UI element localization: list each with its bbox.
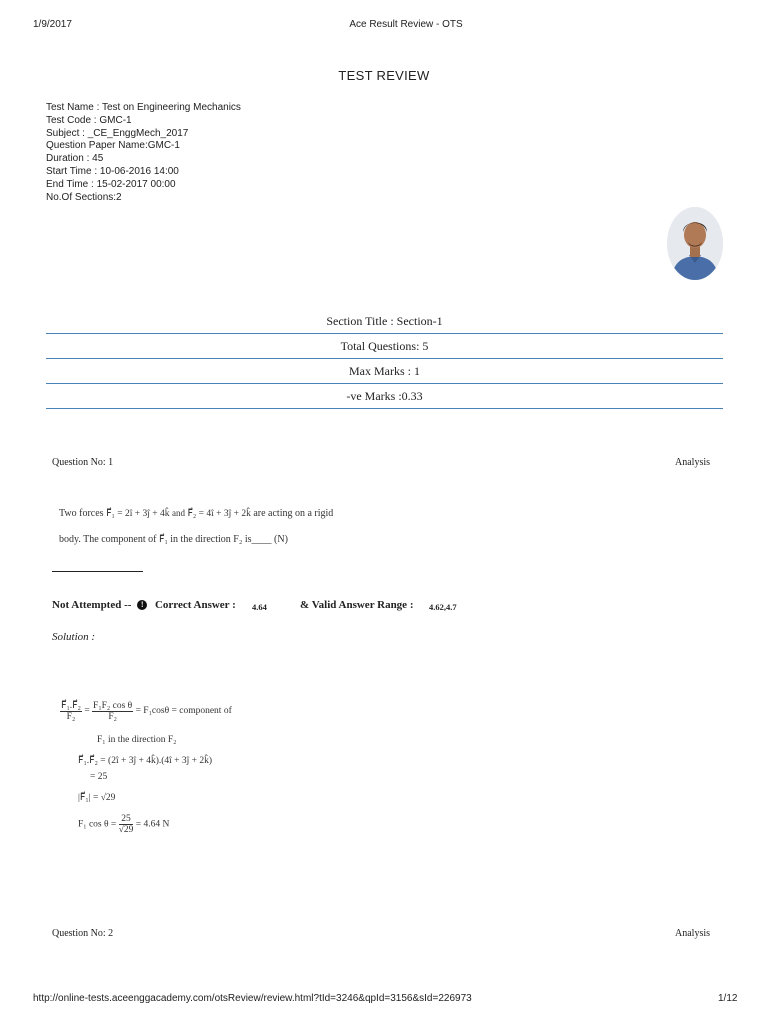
test-duration: Duration : 45 xyxy=(46,153,104,165)
analysis-link[interactable]: Analysis xyxy=(675,928,710,939)
test-subject: Subject : _CE_EnggMech_2017 xyxy=(46,127,189,139)
solution-line-4: = 25 xyxy=(90,772,108,782)
section-title: Section Title : Section-1 xyxy=(46,309,723,334)
print-page-title: Ace Result Review - OTS xyxy=(349,19,463,30)
fraction-cos: $\frac{\text{F₁F₂ cos θ}}{\text{F₂}}$ xyxy=(93,700,133,722)
valid-range-label: & Valid Answer Range : xyxy=(300,599,414,611)
force-2-expression: F⃗₂ = 4î + 3ĵ + 2k̂ xyxy=(187,509,251,519)
max-marks: Max Marks : 1 xyxy=(46,359,723,384)
answer-divider xyxy=(52,571,143,572)
answer-status-line xyxy=(52,599,236,611)
question-text-line-2 xyxy=(59,534,288,545)
fraction-dot-product: $\frac{\text{F⃗₁.F⃗₂}}{\text{F₂}}$ xyxy=(61,701,81,722)
analysis-link[interactable]: Analysis xyxy=(675,457,710,468)
solution-line-6: F₁ cos θ = $\frac{25}{√29}$ = 4.64 N xyxy=(78,814,170,835)
attempt-status: Not Attempted -- xyxy=(52,599,132,611)
question-text-end: in the direction F₂ is____ (N) xyxy=(170,534,288,545)
test-name: Test Name : Test on Engineering Mechanics xyxy=(46,102,241,113)
info-icon: ! xyxy=(137,600,147,610)
solution-line-1: $\frac{\text{F⃗₁.F⃗₂}}{\text{F₂}}$ = $\frac{\text{F₁F₂ cos θ}}{\text{F₂}}$ = F₁cosθ = component of xyxy=(61,700,232,722)
valid-range-value: 4.62,4.7 xyxy=(429,602,457,612)
correct-answer-value: 4.64 xyxy=(252,602,267,612)
start-time: Start Time : 10-06-2016 14:00 xyxy=(46,165,179,177)
section-summary xyxy=(46,309,723,409)
user-photo-icon xyxy=(667,207,723,280)
correct-answer-label: Correct Answer : xyxy=(154,599,236,611)
print-url: http://online-tests.aceenggacademy.com/otsReview/review.html?tId=3246&qpId=3156&sId=226973 xyxy=(33,993,472,1004)
solution-line-3: F⃗₁.F⃗₂ = (2î + 3ĵ + 4k̂).(4î + 3ĵ + 2k̂) xyxy=(78,756,213,766)
page-title: TEST REVIEW xyxy=(338,68,430,83)
question-text-line-1 xyxy=(59,508,333,519)
question-text-cont: are acting on a rigid xyxy=(253,508,334,519)
solution-line-5: |F⃗₁| = √29 xyxy=(78,793,116,803)
question-number: Question No: 2 xyxy=(52,928,114,939)
question-text: Two forces xyxy=(59,508,104,519)
avatar xyxy=(667,207,723,280)
fraction-result: $\frac{25}{√29}$ xyxy=(118,814,134,835)
negative-marks: -ve Marks :0.33 xyxy=(46,384,723,409)
question-number: Question No: 1 xyxy=(52,457,114,468)
total-questions: Total Questions: 5 xyxy=(46,334,723,359)
question-text: body. The component of xyxy=(59,534,157,545)
force-1-vector: F⃗₁ xyxy=(158,535,168,545)
question-text-and: and xyxy=(171,508,185,518)
print-date: 1/9/2017 xyxy=(33,19,72,30)
question-paper-name: Question Paper Name:GMC-1 xyxy=(46,140,180,152)
force-1-expression: F⃗₁ = 2î + 3ĵ + 4k̂ xyxy=(106,509,170,519)
page-counter: 1/12 xyxy=(718,993,738,1004)
end-time: End Time : 15-02-2017 00:00 xyxy=(46,178,176,190)
number-of-sections: No.Of Sections:2 xyxy=(46,191,122,203)
solution-line-2: F₁ in the direction F₂ xyxy=(97,735,177,745)
solution-label: Solution : xyxy=(52,631,96,643)
test-code: Test Code : GMC-1 xyxy=(46,114,132,126)
test-info xyxy=(46,102,241,204)
